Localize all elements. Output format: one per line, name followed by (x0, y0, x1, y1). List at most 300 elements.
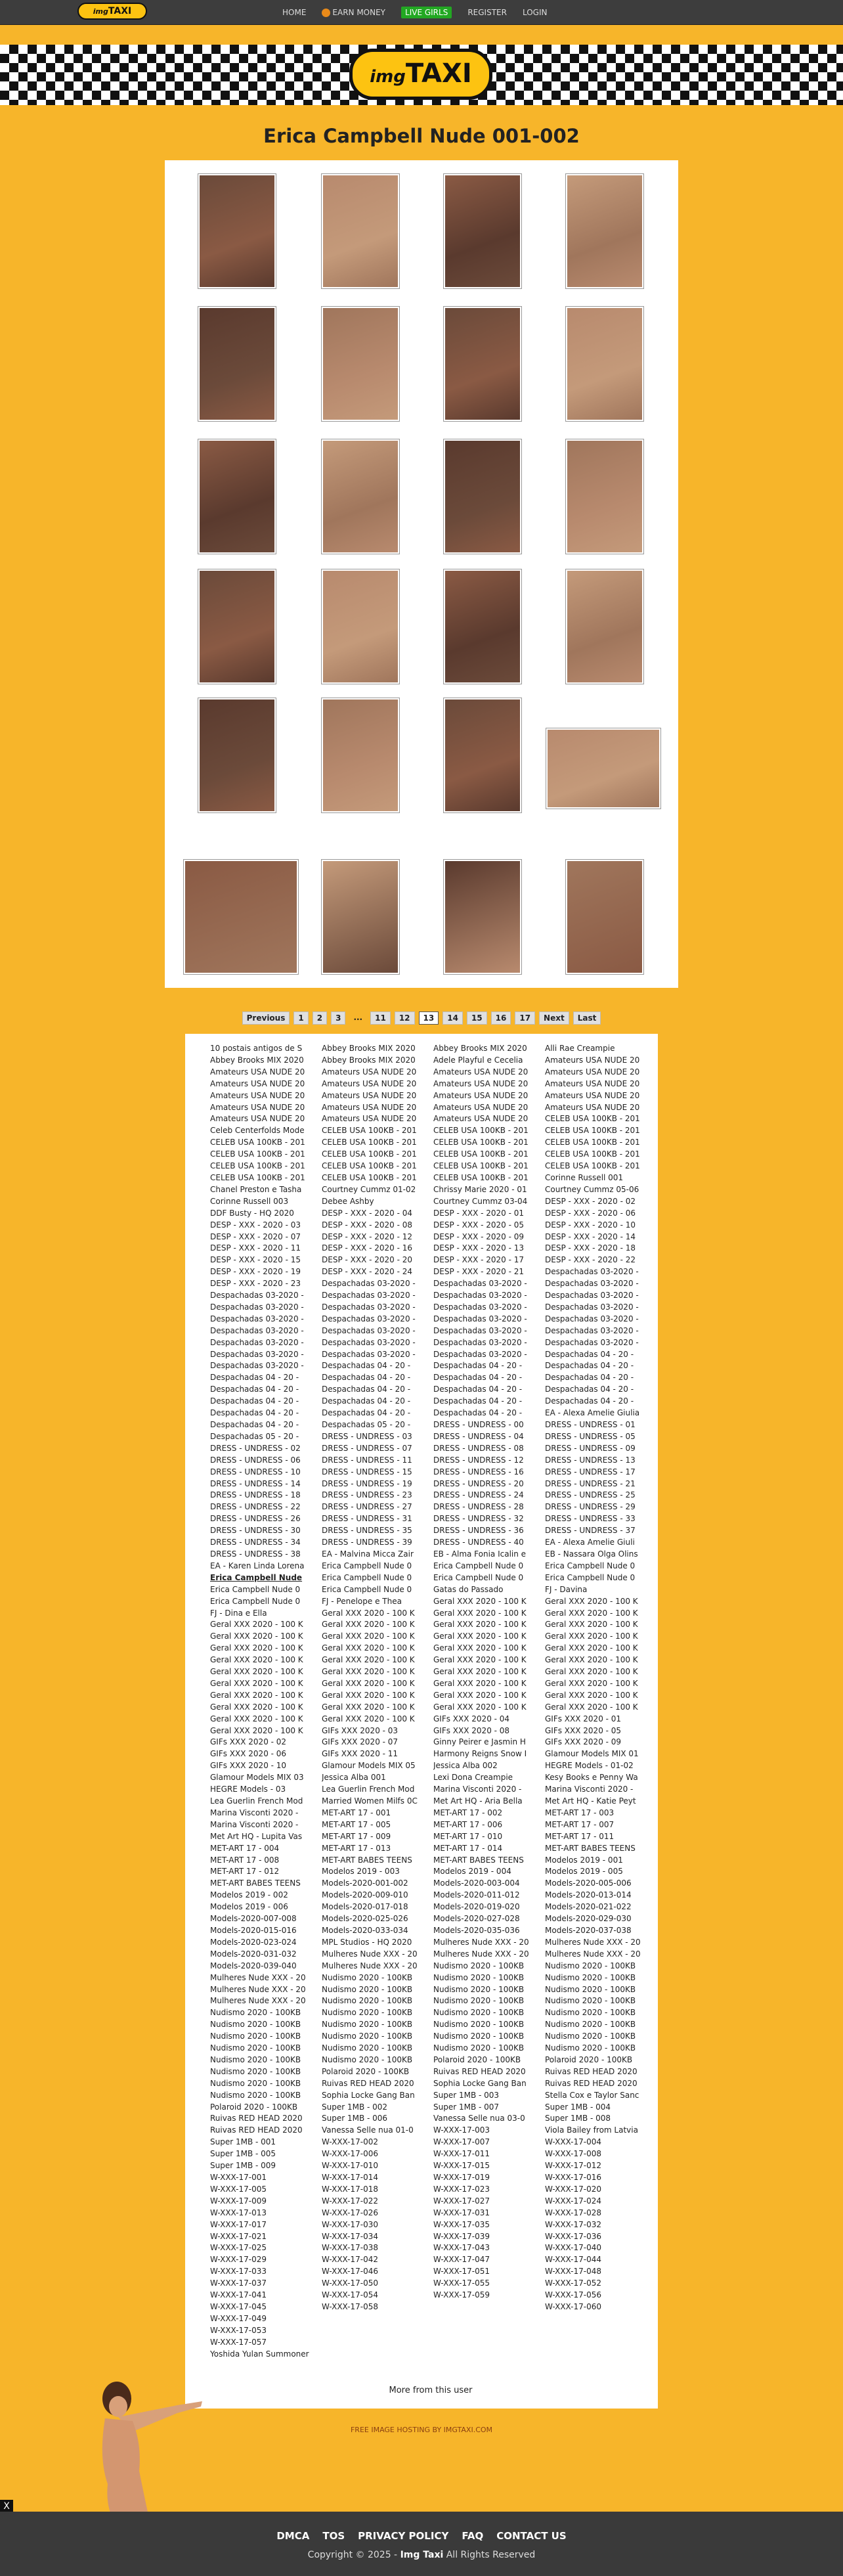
album-link[interactable]: DRESS - UNDRESS - 28 (433, 1502, 524, 1512)
album-link[interactable]: W-XXX-17-024 (545, 2196, 602, 2206)
album-link[interactable]: Models-2020-009-010 (322, 1890, 408, 1900)
album-link[interactable]: Corinne Russell 003 (210, 1196, 289, 1206)
album-link[interactable]: Nudismo 2020 - 100KB (322, 2043, 413, 2053)
album-link[interactable]: W-XXX-17-020 (545, 2184, 602, 2194)
album-link[interactable]: W-XXX-17-008 (545, 2149, 602, 2159)
album-link[interactable]: Polaroid 2020 - 100KB (322, 2066, 410, 2076)
album-link[interactable]: Geral XXX 2020 - 100 K (545, 1643, 638, 1653)
album-link[interactable]: Mulheres Nude XXX - 20 (210, 1972, 306, 1982)
album-link[interactable]: W-XXX-17-019 (433, 2173, 490, 2182)
album-link[interactable]: DESP - XXX - 2020 - 15 (210, 1255, 301, 1265)
album-link[interactable]: Nudismo 2020 - 100KB (210, 2078, 301, 2088)
album-link[interactable]: Mulheres Nude XXX - 20 (545, 1949, 641, 1959)
album-link[interactable]: GIFs XXX 2020 - 05 (545, 1725, 622, 1735)
album-link[interactable]: GIFs XXX 2020 - 08 (433, 1725, 510, 1735)
album-link[interactable]: Despachadas 04 - 20 - (210, 1373, 299, 1383)
nav-register[interactable] (467, 8, 507, 17)
album-link[interactable]: W-XXX-17-057 (210, 2337, 267, 2347)
album-link[interactable]: CELEB USA 100KB - 201 (210, 1172, 305, 1182)
album-link[interactable]: DRESS - UNDRESS - 08 (433, 1443, 524, 1453)
album-link[interactable]: MET-ART 17 - 005 (322, 1819, 391, 1829)
album-link[interactable]: W-XXX-17-023 (433, 2184, 490, 2194)
footer-contact[interactable]: CONTACT US (496, 2530, 567, 2542)
gallery-thumbnail[interactable] (321, 173, 400, 289)
album-link[interactable]: GIFs XXX 2020 - 11 (322, 1749, 399, 1759)
album-link[interactable]: DESP - XXX - 2020 - 16 (322, 1243, 413, 1253)
album-link[interactable]: Glamour Models MIX 03 (210, 1773, 304, 1783)
album-link[interactable]: DESP - XXX - 2020 - 13 (433, 1243, 525, 1253)
gallery-thumbnail[interactable] (443, 306, 522, 422)
album-link[interactable]: W-XXX-17-017 (210, 2219, 267, 2229)
album-link[interactable]: W-XXX-17-037 (210, 2278, 267, 2288)
album-link[interactable]: Despachadas 03-2020 - (545, 1302, 639, 1312)
album-link[interactable]: Modelos 2019 - 004 (433, 1867, 511, 1876)
album-link[interactable]: Modelos 2019 - 002 (210, 1890, 288, 1900)
gallery-thumbnail[interactable] (321, 306, 400, 422)
footer-privacy[interactable]: PRIVACY POLICY (358, 2530, 449, 2542)
album-link[interactable]: MET-ART 17 - 014 (433, 1843, 503, 1853)
album-link[interactable]: Erica Campbell Nude (210, 1572, 303, 1582)
album-link[interactable]: Amateurs USA NUDE 20 (433, 1067, 529, 1077)
album-link[interactable]: DRESS - UNDRESS - 11 (322, 1455, 412, 1465)
album-link[interactable]: FJ - Penelope e Thea (322, 1596, 402, 1606)
album-link[interactable]: DRESS - UNDRESS - 36 (433, 1526, 524, 1536)
album-link[interactable]: FJ - Dina e Ella (210, 1608, 267, 1618)
gallery-thumbnail[interactable] (198, 306, 276, 422)
album-link[interactable]: DRESS - UNDRESS - 32 (433, 1514, 524, 1524)
album-link[interactable]: W-XXX-17-054 (322, 2290, 379, 2300)
album-link[interactable]: W-XXX-17-032 (545, 2219, 602, 2229)
footer-tos[interactable]: TOS (322, 2530, 345, 2542)
album-link[interactable]: DESP - XXX - 2020 - 09 (433, 1232, 525, 1241)
album-link[interactable]: W-XXX-17-018 (322, 2184, 379, 2194)
album-link[interactable]: Sophia Locke Gang Ban (322, 2090, 415, 2100)
album-link[interactable]: Nudismo 2020 - 100KB (322, 1996, 413, 2006)
album-link[interactable]: W-XXX-17-010 (322, 2161, 379, 2171)
album-link[interactable]: Amateurs USA NUDE 20 (545, 1055, 640, 1065)
album-link[interactable]: DRESS - UNDRESS - 38 (210, 1549, 301, 1559)
album-link[interactable]: Ruivas RED HEAD 2020 (210, 2114, 303, 2123)
album-link[interactable]: DESP - XXX - 2020 - 08 (322, 1220, 413, 1230)
album-link[interactable]: DESP - XXX - 2020 - 05 (433, 1220, 525, 1230)
album-link[interactable]: DRESS - UNDRESS - 00 (433, 1420, 524, 1429)
album-link[interactable]: Despachadas 03-2020 - (210, 1337, 304, 1347)
album-link[interactable]: Nudismo 2020 - 100KB (433, 1961, 525, 1970)
album-link[interactable]: Corinne Russell 001 (545, 1172, 624, 1182)
album-link[interactable]: Despachadas 04 - 20 - (433, 1385, 523, 1394)
album-link[interactable]: EB - Alma Fonia Icalin e (433, 1549, 527, 1559)
album-link[interactable]: Marina Visconti 2020 - (210, 1819, 299, 1829)
album-link[interactable]: Polaroid 2020 - 100KB (545, 2054, 633, 2064)
album-link[interactable]: Viola Bailey from Latvia (545, 2125, 638, 2135)
album-link[interactable]: DRESS - UNDRESS - 30 (210, 1526, 301, 1536)
album-link[interactable]: W-XXX-17-029 (210, 2255, 267, 2265)
album-link[interactable]: Geral XXX 2020 - 100 K (210, 1655, 303, 1665)
album-link[interactable]: DRESS - UNDRESS - 22 (210, 1502, 301, 1512)
album-link[interactable]: Despachadas 03-2020 - (322, 1314, 416, 1323)
album-link[interactable]: Models-2020-027-028 (433, 1914, 520, 1924)
album-link[interactable]: MET-ART 17 - 010 (433, 1831, 503, 1841)
album-link[interactable]: DRESS - UNDRESS - 25 (545, 1490, 636, 1500)
album-link[interactable]: DRESS - UNDRESS - 07 (322, 1443, 412, 1453)
gallery-thumbnail[interactable] (565, 173, 644, 289)
album-link[interactable]: W-XXX-17-021 (210, 2231, 267, 2241)
album-link[interactable]: Geral XXX 2020 - 100 K (433, 1643, 527, 1653)
album-link[interactable]: Models-2020-025-026 (322, 1914, 408, 1924)
album-link[interactable]: W-XXX-17-042 (322, 2255, 379, 2265)
album-link[interactable]: Met Art HQ - Lupita Vas (210, 1831, 303, 1841)
album-link[interactable]: MPL Studios - HQ 2020 (322, 1937, 412, 1947)
album-link[interactable]: DRESS - UNDRESS - 31 (322, 1514, 412, 1524)
album-link[interactable]: CELEB USA 100KB - 201 (322, 1126, 417, 1136)
album-link[interactable]: Nudismo 2020 - 100KB (433, 2032, 525, 2041)
album-link[interactable]: Models-2020-011-012 (433, 1890, 520, 1900)
album-link[interactable]: Geral XXX 2020 - 100 K (210, 1702, 303, 1712)
album-link[interactable]: Nudismo 2020 - 100KB (322, 2020, 413, 2030)
album-link[interactable]: Models-2020-039-040 (210, 1961, 297, 1970)
album-link[interactable]: CELEB USA 100KB - 201 (433, 1172, 529, 1182)
album-link[interactable]: Amateurs USA NUDE 20 (433, 1090, 529, 1100)
album-link[interactable]: Amateurs USA NUDE 20 (545, 1102, 640, 1112)
nav-live-girls[interactable] (401, 7, 452, 18)
album-link[interactable]: W-XXX-17-046 (322, 2267, 379, 2276)
album-link[interactable]: Geral XXX 2020 - 100 K (210, 1620, 303, 1630)
album-link[interactable]: W-XXX-17-036 (545, 2231, 602, 2241)
album-link[interactable]: Amateurs USA NUDE 20 (210, 1090, 305, 1100)
album-link[interactable]: DRESS - UNDRESS - 10 (210, 1467, 301, 1477)
album-link[interactable]: Models-2020-033-034 (322, 1925, 408, 1935)
album-link[interactable]: DESP - XXX - 2020 - 06 (545, 1208, 636, 1218)
album-link[interactable]: Despachadas 03-2020 - (433, 1314, 527, 1323)
album-link[interactable]: EB - Nassara Olga Olins (545, 1549, 638, 1559)
album-link[interactable]: DESP - XXX - 2020 - 22 (545, 1255, 636, 1265)
album-link[interactable]: MET-ART 17 - 011 (545, 1831, 615, 1841)
page-link[interactable]: 12 (395, 1011, 415, 1025)
album-link[interactable]: Modelos 2019 - 001 (545, 1855, 623, 1865)
album-link[interactable]: Geral XXX 2020 - 100 K (322, 1608, 415, 1618)
album-link[interactable]: CELEB USA 100KB - 201 (545, 1126, 640, 1136)
album-link[interactable]: CELEB USA 100KB - 201 (545, 1114, 640, 1124)
album-link[interactable]: Despachadas 04 - 20 - (545, 1385, 634, 1394)
album-link[interactable]: GIFs XXX 2020 - 01 (545, 1714, 622, 1723)
album-link[interactable]: MET-ART 17 - 006 (433, 1819, 503, 1829)
album-link[interactable]: Jessica Alba 002 (433, 1761, 498, 1771)
album-link[interactable]: Despachadas 04 - 20 - (433, 1408, 523, 1418)
album-link[interactable]: Geral XXX 2020 - 100 K (210, 1725, 303, 1735)
album-link[interactable]: DRESS - UNDRESS - 12 (433, 1455, 524, 1465)
album-link[interactable]: Despachadas 03-2020 - (322, 1337, 416, 1347)
album-link[interactable]: DRESS - UNDRESS - 06 (210, 1455, 301, 1465)
album-link[interactable]: CELEB USA 100KB - 201 (433, 1126, 529, 1136)
album-link[interactable]: W-XXX-17-026 (322, 2208, 379, 2217)
album-link[interactable]: Ginny Peirer e Jasmin H (433, 1737, 526, 1747)
album-link[interactable]: Mulheres Nude XXX - 20 (545, 1937, 641, 1947)
album-link[interactable]: Geral XXX 2020 - 100 K (433, 1608, 527, 1618)
album-link[interactable]: Super 1MB - 003 (433, 2090, 500, 2100)
gallery-thumbnail[interactable] (443, 698, 522, 813)
album-link[interactable]: Nudismo 2020 - 100KB (210, 2032, 301, 2041)
album-link[interactable]: GIFs XXX 2020 - 09 (545, 1737, 622, 1747)
gallery-thumbnail[interactable] (183, 859, 299, 975)
album-link[interactable]: DRESS - UNDRESS - 39 (322, 1538, 412, 1547)
album-link[interactable]: Marina Visconti 2020 - (210, 1808, 299, 1817)
album-link[interactable]: MET-ART 17 - 001 (322, 1808, 391, 1817)
album-link[interactable]: Ruivas RED HEAD 2020 (210, 2125, 303, 2135)
album-link[interactable]: CELEB USA 100KB - 201 (433, 1149, 529, 1159)
album-link[interactable]: W-XXX-17-052 (545, 2278, 602, 2288)
album-link[interactable]: MET-ART 17 - 002 (433, 1808, 503, 1817)
album-link[interactable]: Despachadas 04 - 20 - (322, 1385, 411, 1394)
album-link[interactable]: Super 1MB - 004 (545, 2102, 611, 2112)
album-link[interactable]: W-XXX-17-056 (545, 2290, 602, 2300)
album-link[interactable]: Mulheres Nude XXX - 20 (210, 1996, 306, 2006)
album-link[interactable]: Super 1MB - 008 (545, 2114, 611, 2123)
album-link[interactable]: DRESS - UNDRESS - 05 (545, 1431, 636, 1441)
album-link[interactable]: Nudismo 2020 - 100KB (545, 1961, 636, 1970)
album-link[interactable]: W-XXX-17-006 (322, 2149, 379, 2159)
album-link[interactable]: Modelos 2019 - 005 (545, 1867, 623, 1876)
album-link[interactable]: Geral XXX 2020 - 100 K (433, 1620, 527, 1630)
album-link[interactable]: Nudismo 2020 - 100KB (210, 2020, 301, 2030)
album-link[interactable]: Despachadas 03-2020 - (210, 1291, 304, 1300)
album-link[interactable]: W-XXX-17-011 (433, 2149, 490, 2159)
album-link[interactable]: Ruivas RED HEAD 2020 (545, 2078, 638, 2088)
album-link[interactable]: Geral XXX 2020 - 100 K (322, 1620, 415, 1630)
album-link[interactable]: Despachadas 03-2020 - (210, 1349, 304, 1359)
album-link[interactable]: Geral XXX 2020 - 100 K (545, 1596, 638, 1606)
album-link[interactable]: DESP - XXX - 2020 - 19 (210, 1267, 301, 1277)
album-link[interactable]: Harmony Reigns Snow I (433, 1749, 527, 1759)
album-link[interactable]: W-XXX-17-009 (210, 2196, 267, 2206)
album-link[interactable]: W-XXX-17-059 (433, 2290, 490, 2300)
album-link[interactable]: Amateurs USA NUDE 20 (322, 1102, 417, 1112)
album-link[interactable]: Nudismo 2020 - 100KB (210, 2054, 301, 2064)
album-link[interactable]: W-XXX-17-025 (210, 2243, 267, 2253)
album-link[interactable]: Super 1MB - 009 (210, 2161, 276, 2171)
album-link[interactable]: Despachadas 03-2020 - (433, 1337, 527, 1347)
album-link[interactable]: W-XXX-17-053 (210, 2325, 267, 2335)
album-link[interactable]: W-XXX-17-051 (433, 2267, 490, 2276)
page-link[interactable]: 11 (370, 1011, 391, 1025)
album-link[interactable]: Geral XXX 2020 - 100 K (545, 1608, 638, 1618)
album-link[interactable]: Despachadas 03-2020 - (210, 1361, 304, 1371)
album-link[interactable]: Nudismo 2020 - 100KB (433, 1972, 525, 1982)
album-link[interactable]: Despachadas 03-2020 - (545, 1267, 639, 1277)
album-link[interactable]: Despachadas 04 - 20 - (322, 1361, 411, 1371)
album-link[interactable]: Jessica Alba 001 (322, 1773, 386, 1783)
album-link[interactable]: DDF Busty - HQ 2020 (210, 1208, 294, 1218)
album-link[interactable]: Despachadas 04 - 20 - (322, 1408, 411, 1418)
album-link[interactable]: GIFs XXX 2020 - 10 (210, 1761, 287, 1771)
album-link[interactable]: Models-2020-003-004 (433, 1878, 520, 1888)
album-link[interactable]: Amateurs USA NUDE 20 (433, 1102, 529, 1112)
album-link[interactable]: Geral XXX 2020 - 100 K (433, 1632, 527, 1641)
album-link[interactable]: DRESS - UNDRESS - 18 (210, 1490, 301, 1500)
album-link[interactable]: Models-2020-001-002 (322, 1878, 408, 1888)
album-link[interactable]: DESP - XXX - 2020 - 18 (545, 1243, 636, 1253)
album-link[interactable]: Erica Campbell Nude 0 (433, 1561, 524, 1570)
album-link[interactable]: W-XXX-17-022 (322, 2196, 379, 2206)
album-link[interactable]: Abbey Brooks MIX 2020 (210, 1055, 304, 1065)
page-link[interactable]: 16 (491, 1011, 511, 1025)
album-link[interactable]: Erica Campbell Nude 0 (210, 1584, 301, 1594)
album-link[interactable]: Geral XXX 2020 - 100 K (545, 1702, 638, 1712)
album-link[interactable]: GIFs XXX 2020 - 02 (210, 1737, 287, 1747)
album-link[interactable]: W-XXX-17-028 (545, 2208, 602, 2217)
album-link[interactable]: Sophia Locke Gang Ban (433, 2078, 527, 2088)
album-link[interactable]: Nudismo 2020 - 100KB (545, 2020, 636, 2030)
album-link[interactable]: Erica Campbell Nude 0 (322, 1584, 412, 1594)
album-link[interactable]: DRESS - UNDRESS - 26 (210, 1514, 301, 1524)
album-link[interactable]: DRESS - UNDRESS - 33 (545, 1514, 636, 1524)
album-link[interactable]: Geral XXX 2020 - 100 K (545, 1620, 638, 1630)
album-link[interactable]: Alli Rae Creampie (545, 1044, 615, 1053)
album-link[interactable]: Despachadas 03-2020 - (433, 1291, 527, 1300)
gallery-thumbnail[interactable] (443, 569, 522, 684)
album-link[interactable]: W-XXX-17-030 (322, 2219, 379, 2229)
album-link[interactable]: W-XXX-17-015 (433, 2161, 490, 2171)
album-link[interactable]: Modelos 2019 - 003 (322, 1867, 400, 1876)
album-link[interactable]: Nudismo 2020 - 100KB (210, 2008, 301, 2018)
album-link[interactable]: DESP - XXX - 2020 - 12 (322, 1232, 413, 1241)
album-link[interactable]: Amateurs USA NUDE 20 (210, 1102, 305, 1112)
album-link[interactable]: Models-2020-029-030 (545, 1914, 632, 1924)
album-link[interactable]: CELEB USA 100KB - 201 (322, 1138, 417, 1147)
page-link[interactable]: 15 (467, 1011, 487, 1025)
album-link[interactable]: Super 1MB - 005 (210, 2149, 276, 2159)
album-link[interactable]: Geral XXX 2020 - 100 K (322, 1632, 415, 1641)
album-link[interactable]: Amateurs USA NUDE 20 (322, 1078, 417, 1088)
gallery-thumbnail[interactable] (321, 569, 400, 684)
gallery-thumbnail[interactable] (565, 439, 644, 554)
album-link[interactable]: Despachadas 03-2020 - (433, 1349, 527, 1359)
album-link[interactable]: Models-2020-021-022 (545, 1902, 632, 1912)
album-link[interactable]: Vanessa Selle nua 01-0 (322, 2125, 414, 2135)
gallery-thumbnail[interactable] (443, 859, 522, 975)
album-link[interactable]: Geral XXX 2020 - 100 K (322, 1714, 415, 1723)
album-link[interactable]: DRESS - UNDRESS - 23 (322, 1490, 412, 1500)
gallery-thumbnail[interactable] (565, 306, 644, 422)
album-link[interactable]: GIFs XXX 2020 - 07 (322, 1737, 399, 1747)
album-link[interactable]: CELEB USA 100KB - 201 (433, 1138, 529, 1147)
album-link[interactable]: Nudismo 2020 - 100KB (433, 2008, 525, 2018)
album-link[interactable]: W-XXX-17-005 (210, 2184, 267, 2194)
album-link[interactable]: Abbey Brooks MIX 2020 (322, 1055, 416, 1065)
album-link[interactable]: MET-ART 17 - 008 (210, 1855, 280, 1865)
album-link[interactable]: DESP - XXX - 2020 - 02 (545, 1196, 636, 1206)
album-link[interactable]: Despachadas 04 - 20 - (433, 1396, 523, 1406)
page-link[interactable]: Last (573, 1011, 601, 1025)
album-link[interactable]: DESP - XXX - 2020 - 21 (433, 1267, 525, 1277)
album-link[interactable]: Chrissy Marie 2020 - 01 (433, 1184, 527, 1194)
album-link[interactable]: W-XXX-17-040 (545, 2243, 602, 2253)
album-link[interactable]: DRESS - UNDRESS - 19 (322, 1478, 412, 1488)
album-link[interactable]: W-XXX-17-045 (210, 2301, 267, 2311)
album-link[interactable]: DRESS - UNDRESS - 20 (433, 1478, 524, 1488)
album-link[interactable]: DRESS - UNDRESS - 02 (210, 1443, 301, 1453)
album-link[interactable]: Abbey Brooks MIX 2020 (433, 1044, 527, 1053)
album-link[interactable]: Geral XXX 2020 - 100 K (545, 1667, 638, 1677)
page-link[interactable]: Next (539, 1011, 569, 1025)
album-link[interactable]: W-XXX-17-041 (210, 2290, 267, 2300)
album-link[interactable]: DRESS - UNDRESS - 40 (433, 1538, 524, 1547)
album-link[interactable]: Models-2020-017-018 (322, 1902, 408, 1912)
album-link[interactable]: W-XXX-17-034 (322, 2231, 379, 2241)
album-link[interactable]: Ruivas RED HEAD 2020 (545, 2066, 638, 2076)
album-link[interactable]: HEGRE Models - 01-02 (545, 1761, 634, 1771)
album-link[interactable]: MET-ART 17 - 012 (210, 1867, 280, 1876)
album-link[interactable]: Despachadas 03-2020 - (322, 1291, 416, 1300)
album-link[interactable]: Geral XXX 2020 - 100 K (433, 1678, 527, 1688)
album-link[interactable]: Nudismo 2020 - 100KB (433, 2020, 525, 2030)
album-link[interactable]: Despachadas 03-2020 - (210, 1314, 304, 1323)
album-link[interactable]: Despachadas 04 - 20 - (545, 1373, 634, 1383)
album-link[interactable]: Married Women Milfs 0C (322, 1796, 418, 1806)
album-link[interactable]: Geral XXX 2020 - 100 K (210, 1690, 303, 1700)
album-link[interactable]: Super 1MB - 001 (210, 2137, 276, 2147)
album-link[interactable]: Despachadas 05 - 20 - (322, 1420, 411, 1429)
album-link[interactable]: DESP - XXX - 2020 - 04 (322, 1208, 413, 1218)
album-link[interactable]: Lea Guerlin French Mod (322, 1785, 415, 1794)
gallery-thumbnail[interactable] (546, 728, 661, 809)
gallery-thumbnail[interactable] (443, 173, 522, 289)
gallery-thumbnail[interactable] (198, 569, 276, 684)
gallery-thumbnail[interactable] (198, 173, 276, 289)
more-from-user-link[interactable]: More from this user (389, 2385, 473, 2395)
album-link[interactable]: Amateurs USA NUDE 20 (433, 1114, 529, 1124)
album-link[interactable]: FJ - Davina (545, 1584, 588, 1594)
album-link[interactable]: DRESS - UNDRESS - 35 (322, 1526, 412, 1536)
album-link[interactable]: Kesy Books e Penny Wa (545, 1773, 638, 1783)
album-link[interactable]: EA - Alexa Amelie Giulia (545, 1408, 640, 1418)
album-link[interactable]: Geral XXX 2020 - 100 K (322, 1655, 415, 1665)
album-link[interactable]: Geral XXX 2020 - 100 K (545, 1678, 638, 1688)
gallery-thumbnail[interactable] (565, 859, 644, 975)
album-link[interactable]: Geral XXX 2020 - 100 K (210, 1643, 303, 1653)
album-link[interactable]: Amateurs USA NUDE 20 (210, 1078, 305, 1088)
album-link[interactable]: Nudismo 2020 - 100KB (545, 2043, 636, 2053)
album-link[interactable]: Glamour Models MIX 01 (545, 1749, 639, 1759)
album-link[interactable]: DRESS - UNDRESS - 16 (433, 1467, 524, 1477)
album-link[interactable]: Mulheres Nude XXX - 20 (210, 1984, 306, 1994)
album-link[interactable]: W-XXX-17-027 (433, 2196, 490, 2206)
album-link[interactable]: Marina Visconti 2020 - (433, 1785, 522, 1794)
album-link[interactable]: Lexi Dona Creampie (433, 1773, 513, 1783)
album-link[interactable]: Erica Campbell Nude 0 (322, 1561, 412, 1570)
album-link[interactable]: Despachadas 03-2020 - (322, 1325, 416, 1335)
album-link[interactable]: Despachadas 03-2020 - (545, 1314, 639, 1323)
album-link[interactable]: W-XXX-17-012 (545, 2161, 602, 2171)
album-link[interactable]: Models-2020-031-032 (210, 1949, 297, 1959)
footer-faq[interactable]: FAQ (462, 2530, 484, 2542)
album-link[interactable]: Despachadas 04 - 20 - (545, 1349, 634, 1359)
album-link[interactable]: Yoshida Yulan Summoner (210, 2349, 309, 2359)
album-link[interactable]: MET-ART 17 - 003 (545, 1808, 615, 1817)
hosting-credit[interactable]: FREE IMAGE HOSTING BY IMGTAXI.COM (350, 2425, 493, 2434)
album-link[interactable]: W-XXX-17-044 (545, 2255, 602, 2265)
album-link[interactable]: Geral XXX 2020 - 100 K (322, 1690, 415, 1700)
album-link[interactable]: W-XXX-17-055 (433, 2278, 490, 2288)
album-link[interactable]: W-XXX-17-058 (322, 2301, 379, 2311)
album-link[interactable]: W-XXX-17-002 (322, 2137, 379, 2147)
album-link[interactable]: DRESS - UNDRESS - 29 (545, 1502, 636, 1512)
nav-earn-money[interactable] (322, 8, 385, 17)
album-link[interactable]: DRESS - UNDRESS - 34 (210, 1538, 301, 1547)
album-link[interactable]: Glamour Models MIX 05 (322, 1761, 416, 1771)
album-link[interactable]: Despachadas 03-2020 - (433, 1279, 527, 1289)
footer-dmca[interactable]: DMCA (276, 2530, 310, 2542)
album-link[interactable]: W-XXX-17-060 (545, 2301, 602, 2311)
